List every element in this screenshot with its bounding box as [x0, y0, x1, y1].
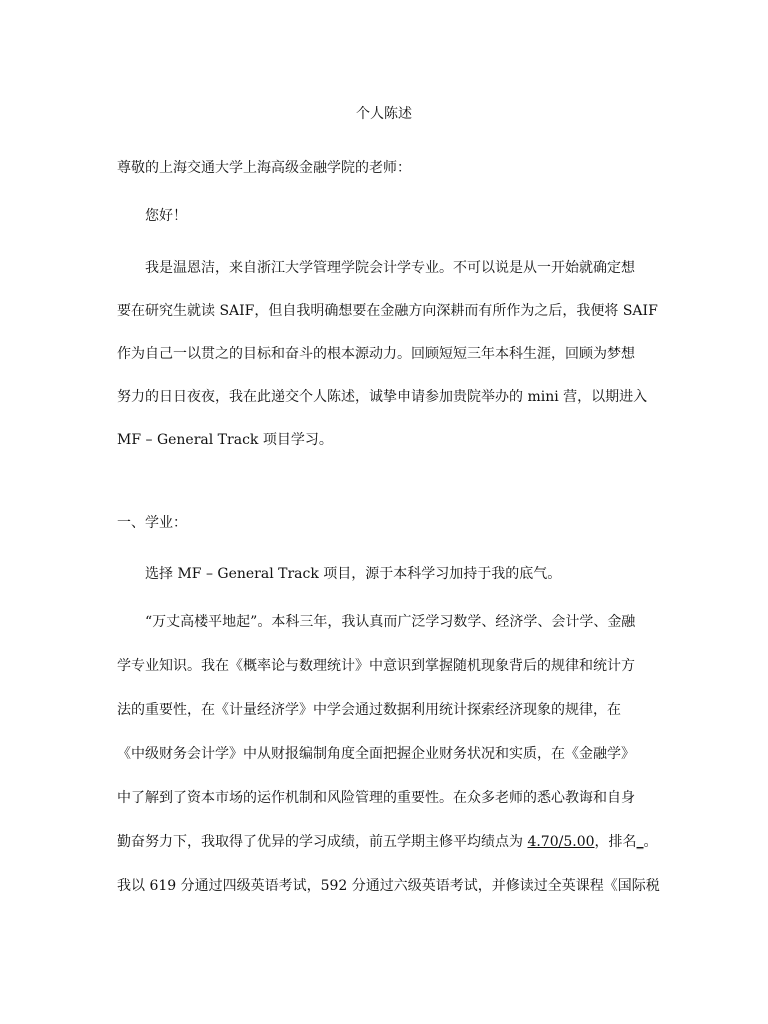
- intro-line-2: 要在研究生就读 SAIF，但自我明确想要在金融方向深耕而有所作为之后，我便将 SAIF: [117, 303, 658, 319]
- gpa-line-end: 。: [643, 834, 658, 850]
- body-line-1: “万丈高楼平地起”。本科三年，我认真而广泛学习数学、经济学、会计学、金融: [145, 614, 636, 630]
- section-heading-academics: 一、学业：: [117, 515, 187, 531]
- greeting: 您好！: [145, 208, 187, 224]
- intro-line-5: MF – General Track 项目学习。: [117, 432, 333, 448]
- document-title: 个人陈述: [356, 106, 412, 122]
- intro-line-1: 我是温恩洁，来自浙江大学管理学院会计学专业。不可以说是从一开始就确定想: [145, 260, 635, 276]
- section-lead: 选择 MF – General Track 项目，源于本科学习加持于我的底气。: [145, 566, 562, 582]
- body-line-5: 中了解到了资本市场的运作机制和风险管理的重要性。在众多老师的悉心教诲和自身: [117, 790, 635, 806]
- gpa-line-prefix: 勤奋努力下，我取得了优异的学习成绩，前五学期主修平均绩点为: [117, 834, 528, 850]
- body-line-4: 《中级财务会计学》中从财报编制角度全面把握企业财务状况和实质，在《金融学》: [117, 746, 635, 762]
- gpa-line-middle: ，排名: [594, 834, 637, 850]
- intro-line-3: 作为自己一以贯之的目标和奋斗的根本源动力。回顾短短三年本科生涯，回顾为梦想: [117, 346, 635, 362]
- body-line-3: 法的重要性，在《计量经济学》中学会通过数据利用统计探索经济现象的规律，在: [117, 702, 621, 718]
- intro-line-4: 努力的日日夜夜，我在此递交个人陈述，诚挚申请参加贵院举办的 mini 营，以期进入: [117, 389, 648, 405]
- rank-blank: _: [636, 834, 644, 850]
- body-line-last: 我以 619 分通过四级英语考试，592 分通过六级英语考试，并修读过全英课程《国际税: [117, 878, 660, 894]
- salutation: 尊敬的上海交通大学上海高级金融学院的老师：: [117, 160, 411, 176]
- gpa-value: 4.70/5.00: [527, 834, 595, 850]
- body-line-2: 学专业知识。我在《概率论与数理统计》中意识到掌握随机现象背后的规律和统计方: [117, 658, 635, 674]
- gpa-line: [117, 832, 658, 852]
